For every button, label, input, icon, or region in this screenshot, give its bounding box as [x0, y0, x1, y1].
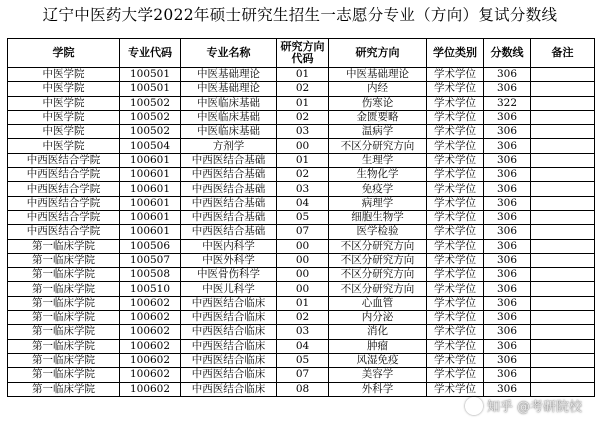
- cell-remarks: [531, 325, 595, 339]
- cell-degree-type: 学术学位: [427, 96, 484, 110]
- score-table: [7, 38, 595, 397]
- cell-major-name: 中医内科学: [181, 239, 277, 253]
- cell-direction-code: 00: [277, 282, 329, 296]
- cell-remarks: [531, 125, 595, 139]
- cell-college: 第一临床学院: [8, 268, 120, 282]
- cell-score-line: 306: [484, 339, 531, 353]
- cell-major-name: 中西医结合临床: [181, 353, 277, 367]
- cell-major-name: 中西医结合基础: [181, 182, 277, 196]
- cell-score-line: 306: [484, 353, 531, 367]
- cell-direction: 风湿免疫: [329, 353, 427, 367]
- cell-major-code: 100502: [120, 125, 181, 139]
- cell-degree-type: 学术学位: [427, 68, 484, 82]
- cell-degree-type: 学术学位: [427, 182, 484, 196]
- header-major-code: 专业代码: [120, 39, 181, 68]
- table-row: [8, 268, 595, 282]
- cell-major-code: 100506: [120, 239, 181, 253]
- table-row: [8, 382, 595, 396]
- cell-remarks: [531, 353, 595, 367]
- cell-college: 第一临床学院: [8, 382, 120, 396]
- cell-major-code: 100501: [120, 68, 181, 82]
- cell-direction-code: 02: [277, 110, 329, 124]
- cell-remarks: [531, 68, 595, 82]
- cell-major-name: 中西医结合临床: [181, 339, 277, 353]
- header-remarks: 备注: [531, 39, 595, 68]
- cell-major-name: 中医外科学: [181, 253, 277, 267]
- cell-direction: 生理学: [329, 153, 427, 167]
- table-row: [8, 296, 595, 310]
- watermark-text: 知乎 @考研院校: [486, 400, 582, 415]
- cell-major-name: 中西医结合临床: [181, 368, 277, 382]
- cell-remarks: [531, 82, 595, 96]
- cell-remarks: [531, 368, 595, 382]
- cell-score-line: 306: [484, 325, 531, 339]
- cell-major-name: 中医基础理论: [181, 68, 277, 82]
- cell-major-code: 100601: [120, 210, 181, 224]
- cell-remarks: [531, 382, 595, 396]
- cell-remarks: [531, 296, 595, 310]
- cell-college: 中西医结合学院: [8, 196, 120, 210]
- table-row: [8, 353, 595, 367]
- cell-major-code: 100602: [120, 325, 181, 339]
- cell-degree-type: 学术学位: [427, 125, 484, 139]
- cell-direction: 内分泌: [329, 311, 427, 325]
- cell-degree-type: 学术学位: [427, 225, 484, 239]
- cell-major-name: 中西医结合临床: [181, 311, 277, 325]
- cell-college: 中西医结合学院: [8, 168, 120, 182]
- cell-major-name: 中西医结合基础: [181, 225, 277, 239]
- page-title: 辽宁中医药大学2022年硕士研究生招生一志愿分专业（方向）复试分数线: [42, 6, 558, 24]
- cell-score-line: 306: [484, 368, 531, 382]
- cell-remarks: [531, 110, 595, 124]
- cell-direction-code: 00: [277, 239, 329, 253]
- cell-major-code: 100602: [120, 382, 181, 396]
- cell-degree-type: 学术学位: [427, 168, 484, 182]
- cell-major-code: 100602: [120, 296, 181, 310]
- table-row: [8, 253, 595, 267]
- cell-major-code: 100601: [120, 225, 181, 239]
- table-row: [8, 96, 595, 110]
- cell-direction-code: 02: [277, 82, 329, 96]
- table-row: [8, 196, 595, 210]
- cell-direction: 不区分研究方向: [329, 268, 427, 282]
- table-row: [8, 339, 595, 353]
- cell-degree-type: 学术学位: [427, 210, 484, 224]
- cell-score-line: 306: [484, 182, 531, 196]
- cell-score-line: 306: [484, 139, 531, 153]
- cell-degree-type: 学术学位: [427, 368, 484, 382]
- cell-major-name: 中西医结合基础: [181, 168, 277, 182]
- cell-major-code: 100510: [120, 282, 181, 296]
- cell-major-code: 100602: [120, 368, 181, 382]
- cell-college: 中西医结合学院: [8, 182, 120, 196]
- cell-direction-code: 01: [277, 296, 329, 310]
- cell-remarks: [531, 339, 595, 353]
- cell-direction-code: 01: [277, 68, 329, 82]
- cell-college: 中医学院: [8, 82, 120, 96]
- cell-direction-code: 02: [277, 311, 329, 325]
- header-score-line: 分数线: [484, 39, 531, 68]
- cell-major-code: 100501: [120, 82, 181, 96]
- cell-direction: 温病学: [329, 125, 427, 139]
- cell-remarks: [531, 96, 595, 110]
- cell-score-line: 306: [484, 210, 531, 224]
- cell-direction-code: 01: [277, 153, 329, 167]
- cell-college: 第一临床学院: [8, 339, 120, 353]
- cell-degree-type: 学术学位: [427, 353, 484, 367]
- table-row: [8, 68, 595, 82]
- table-body: [8, 68, 595, 397]
- cell-score-line: 306: [484, 225, 531, 239]
- cell-major-name: 方剂学: [181, 139, 277, 153]
- cell-score-line: 306: [484, 282, 531, 296]
- cell-direction: 肿瘤: [329, 339, 427, 353]
- cell-remarks: [531, 311, 595, 325]
- cell-direction: 中医基础理论: [329, 68, 427, 82]
- cell-direction: 外科学: [329, 382, 427, 396]
- watermark: [465, 396, 582, 415]
- cell-degree-type: 学术学位: [427, 325, 484, 339]
- cell-direction-code: 01: [277, 96, 329, 110]
- cell-remarks: [531, 196, 595, 210]
- cell-major-name: 中西医结合临床: [181, 325, 277, 339]
- cell-direction-code: 08: [277, 382, 329, 396]
- cell-score-line: 306: [484, 311, 531, 325]
- cell-score-line: 306: [484, 110, 531, 124]
- cell-direction-code: 05: [277, 353, 329, 367]
- table-row: [8, 225, 595, 239]
- cell-college: 中西医结合学院: [8, 225, 120, 239]
- cell-major-code: 100602: [120, 339, 181, 353]
- cell-remarks: [531, 168, 595, 182]
- cell-major-code: 100504: [120, 139, 181, 153]
- cell-direction: 病理学: [329, 196, 427, 210]
- header-degree-type: 学位类别: [427, 39, 484, 68]
- cell-score-line: 306: [484, 253, 531, 267]
- cell-remarks: [531, 239, 595, 253]
- cell-score-line: 322: [484, 96, 531, 110]
- cell-major-code: 100502: [120, 96, 181, 110]
- table-row: [8, 125, 595, 139]
- cell-direction-code: 03: [277, 125, 329, 139]
- cell-remarks: [531, 268, 595, 282]
- cell-degree-type: 学术学位: [427, 282, 484, 296]
- cell-degree-type: 学术学位: [427, 253, 484, 267]
- cell-direction-code: 05: [277, 210, 329, 224]
- cell-direction-code: 00: [277, 253, 329, 267]
- cell-college: 第一临床学院: [8, 325, 120, 339]
- cell-major-name: 中西医结合临床: [181, 296, 277, 310]
- cell-degree-type: 学术学位: [427, 82, 484, 96]
- cell-degree-type: 学术学位: [427, 311, 484, 325]
- cell-direction-code: 07: [277, 368, 329, 382]
- cell-remarks: [531, 210, 595, 224]
- cell-college: 中西医结合学院: [8, 210, 120, 224]
- cell-college: 第一临床学院: [8, 253, 120, 267]
- table-row: [8, 282, 595, 296]
- cell-direction: 不区分研究方向: [329, 239, 427, 253]
- table-row: [8, 82, 595, 96]
- cell-college: 第一临床学院: [8, 368, 120, 382]
- cell-degree-type: 学术学位: [427, 139, 484, 153]
- cell-remarks: [531, 139, 595, 153]
- table-row: [8, 210, 595, 224]
- cell-major-code: 100601: [120, 182, 181, 196]
- cell-major-name: 中西医结合基础: [181, 196, 277, 210]
- cell-degree-type: 学术学位: [427, 196, 484, 210]
- cell-direction: 医学检验: [329, 225, 427, 239]
- cell-score-line: 306: [484, 239, 531, 253]
- cell-major-code: 100601: [120, 153, 181, 167]
- cell-major-code: 100601: [120, 196, 181, 210]
- cell-score-line: 306: [484, 382, 531, 396]
- table-row: [8, 153, 595, 167]
- cell-direction: 伤寒论: [329, 96, 427, 110]
- cell-degree-type: 学术学位: [427, 110, 484, 124]
- header-direction-code: 研究方向代码: [277, 39, 329, 68]
- cell-score-line: 306: [484, 153, 531, 167]
- cell-score-line: 306: [484, 82, 531, 96]
- cell-direction-code: 02: [277, 168, 329, 182]
- table-row: [8, 168, 595, 182]
- cell-college: 第一临床学院: [8, 296, 120, 310]
- cell-remarks: [531, 282, 595, 296]
- cell-direction-code: 03: [277, 182, 329, 196]
- cell-degree-type: 学术学位: [427, 268, 484, 282]
- cell-remarks: [531, 225, 595, 239]
- cell-major-code: 100507: [120, 253, 181, 267]
- cell-major-name: 中医基础理论: [181, 82, 277, 96]
- header-direction: 研究方向: [329, 39, 427, 68]
- cell-direction: 心血管: [329, 296, 427, 310]
- cell-direction-code: 04: [277, 339, 329, 353]
- cell-major-name: 中医骨伤科学: [181, 268, 277, 282]
- cell-direction-code: 04: [277, 196, 329, 210]
- cell-direction-code: 03: [277, 325, 329, 339]
- cell-major-name: 中西医结合基础: [181, 153, 277, 167]
- cell-direction-code: 00: [277, 268, 329, 282]
- cell-college: 中医学院: [8, 125, 120, 139]
- cell-remarks: [531, 153, 595, 167]
- cell-direction: 不区分研究方向: [329, 139, 427, 153]
- cell-score-line: 306: [484, 125, 531, 139]
- cell-college: 第一临床学院: [8, 311, 120, 325]
- cell-major-name: 中西医结合临床: [181, 382, 277, 396]
- cell-degree-type: 学术学位: [427, 296, 484, 310]
- cell-college: 中医学院: [8, 110, 120, 124]
- cell-direction: 生物化学: [329, 168, 427, 182]
- cell-score-line: 306: [484, 68, 531, 82]
- cell-college: 中医学院: [8, 68, 120, 82]
- table-row: [8, 239, 595, 253]
- cell-direction: 细胞生物学: [329, 210, 427, 224]
- header-college: 学院: [8, 39, 120, 68]
- cell-degree-type: 学术学位: [427, 339, 484, 353]
- cell-major-code: 100601: [120, 168, 181, 182]
- table-row: [8, 110, 595, 124]
- cell-degree-type: 学术学位: [427, 382, 484, 396]
- cell-major-code: 100508: [120, 268, 181, 282]
- cell-direction: 消化: [329, 325, 427, 339]
- table-row: [8, 311, 595, 325]
- cell-remarks: [531, 182, 595, 196]
- header-major-name: 专业名称: [181, 39, 277, 68]
- cell-direction-code: 00: [277, 139, 329, 153]
- cell-direction: 不区分研究方向: [329, 282, 427, 296]
- table-header-row: [8, 39, 595, 68]
- cell-college: 中医学院: [8, 139, 120, 153]
- cell-major-code: 100502: [120, 110, 181, 124]
- cell-college: 第一临床学院: [8, 353, 120, 367]
- cell-direction: 内经: [329, 82, 427, 96]
- cell-major-name: 中医临床基础: [181, 125, 277, 139]
- cell-score-line: 306: [484, 268, 531, 282]
- cell-direction: 免疫学: [329, 182, 427, 196]
- cell-score-line: 306: [484, 168, 531, 182]
- cell-remarks: [531, 253, 595, 267]
- cell-direction: 美容学: [329, 368, 427, 382]
- cell-college: 第一临床学院: [8, 239, 120, 253]
- cell-direction: 金匮要略: [329, 110, 427, 124]
- table-row: [8, 182, 595, 196]
- cell-score-line: 306: [484, 296, 531, 310]
- cell-college: 第一临床学院: [8, 282, 120, 296]
- cell-direction: 不区分研究方向: [329, 253, 427, 267]
- cell-degree-type: 学术学位: [427, 153, 484, 167]
- cell-college: 中西医结合学院: [8, 153, 120, 167]
- zhihu-logo-icon: ◎: [465, 397, 483, 415]
- cell-major-code: 100602: [120, 311, 181, 325]
- cell-degree-type: 学术学位: [427, 239, 484, 253]
- cell-direction-code: 07: [277, 225, 329, 239]
- table-row: [8, 139, 595, 153]
- cell-score-line: 306: [484, 196, 531, 210]
- cell-major-name: 中西医结合基础: [181, 210, 277, 224]
- cell-major-code: 100602: [120, 353, 181, 367]
- table-row: [8, 325, 595, 339]
- cell-major-name: 中医儿科学: [181, 282, 277, 296]
- table-row: [8, 368, 595, 382]
- cell-major-name: 中医临床基础: [181, 96, 277, 110]
- cell-college: 中医学院: [8, 96, 120, 110]
- cell-major-name: 中医临床基础: [181, 110, 277, 124]
